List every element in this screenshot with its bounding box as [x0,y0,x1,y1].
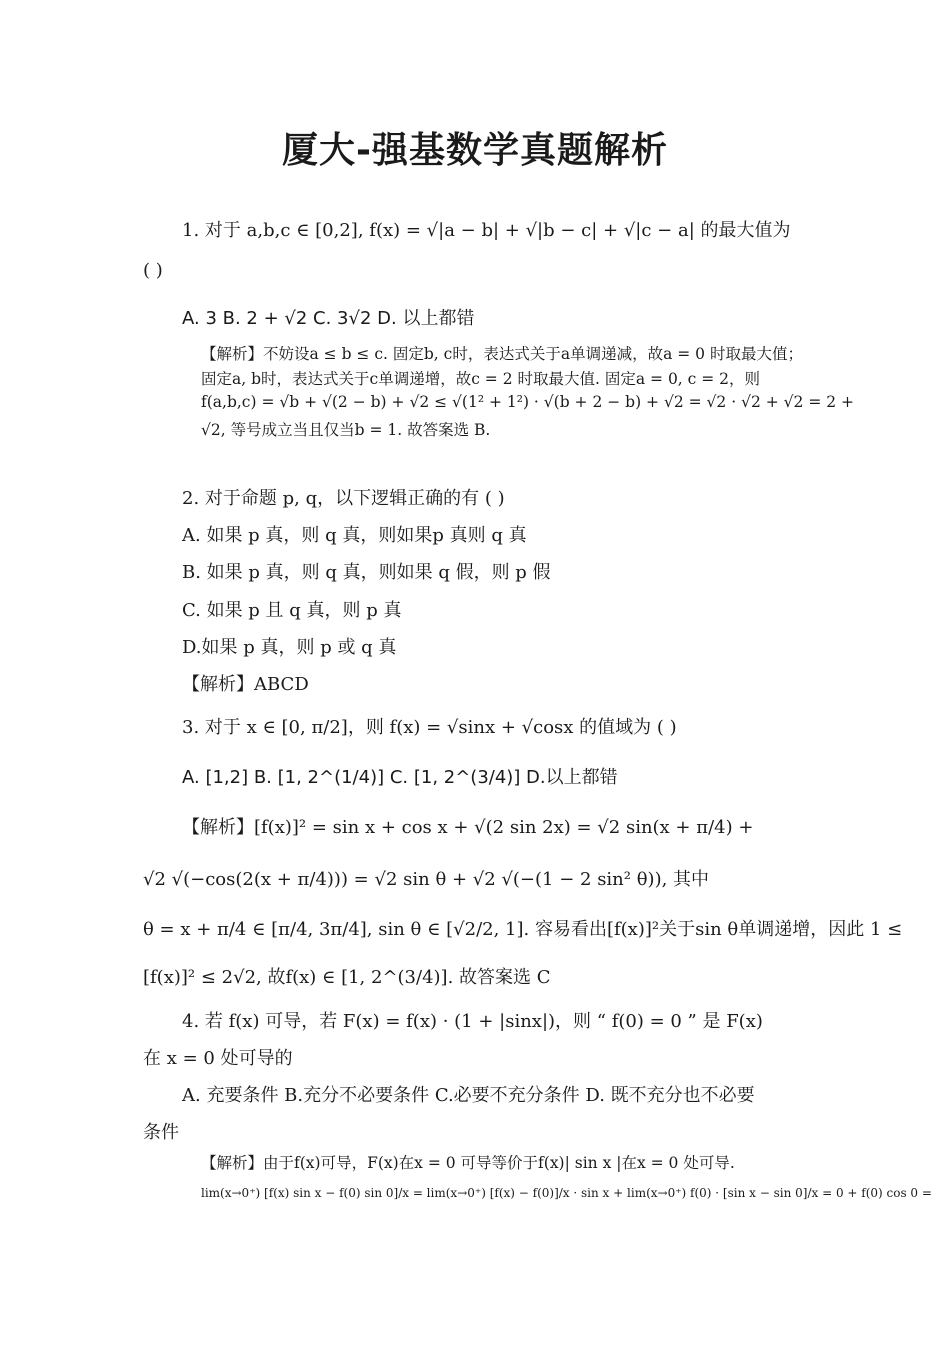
q4-options-line: A. 充要条件 B.充分不必要条件 C.必要不充分条件 D. 既不充分也不必要 [182,1085,755,1106]
q1-solution-line: √2, 等号成立当且仅当b = 1. 故答案选 B. [201,421,491,439]
page-title: 厦大-强基数学真题解析 [282,130,668,171]
q4-solution-line: lim(x→0⁺) [f(x) sin x − f(0) sin 0]/x = lim(x→0⁺) [f(x) − f(0)]/x · sin x + lim(x→0⁺) f(0) · [sin x − sin 0]/x = 0 + f(0) cos 0 = [201,1186,932,1200]
q2-stem: 2. 对于命题 p, q，以下逻辑正确的有 ( ) [182,488,505,509]
q4-solution-line: 【解析】由于f(x)可导，F(x)在x = 0 可导等价于f(x)| sin x |在x = 0 处可导. [201,1154,735,1172]
q3-options: A. [1,2] B. [1, 2^(1/4)] C. [1, 2^(3/4)] D.以上都错 [182,767,618,788]
q1-solution-line: f(a,b,c) = √b + √(2 − b) + √2 ≤ √(1² + 1²) · √(b + 2 − b) + √2 = √2 · √2 + √2 = 2 + [201,393,855,411]
q4-options-line: 条件 [143,1122,179,1143]
q2-option: D.如果 p 真，则 p 或 q 真 [182,637,397,658]
q3-solution-line: θ = x + π/4 ∈ [π/4, 3π/4], sin θ ∈ [√2/2, 1]. 容易看出[f(x)]²关于sin θ单调递增，因此 1 ≤ [143,919,903,940]
q3-solution-line: [f(x)]² ≤ 2√2, 故f(x) ∈ [1, 2^(3/4)]. 故答案选 C [143,967,551,988]
q3-stem: 3. 对于 x ∈ [0, π/2]，则 f(x) = √sinx + √cosx 的值域为 ( ) [182,717,677,738]
q2-solution: 【解析】ABCD [182,674,309,695]
q4-stem-line: 4. 若 f(x) 可导，若 F(x) = f(x) · (1 + |sinx|)，则 “ f(0) = 0 ” 是 F(x) [182,1011,763,1032]
q1-solution-line: 固定a, b时，表达式关于c单调递增，故c = 2 时取最大值. 固定a = 0, c = 2，则 [201,370,761,388]
q3-solution-line: 【解析】[f(x)]² = sin x + cos x + √(2 sin 2x) = √2 sin(x + π/4) + [182,817,754,838]
q1-solution-line: 【解析】不妨设a ≤ b ≤ c. 固定b, c时，表达式关于a单调递减，故a = 0 时取最大值； [201,345,803,363]
q1-stem: 1. 对于 a,b,c ∈ [0,2], f(x) = √|a − b| + √|b − c| + √|c − a| 的最大值为 [182,220,791,241]
q3-solution-line: √2 √(−cos(2(x + π/4))) = √2 sin θ + √2 √(−(1 − 2 sin² θ)), 其中 [143,869,710,890]
q1-options: A. 3 B. 2 + √2 C. 3√2 D. 以上都错 [182,308,475,329]
q2-option: C. 如果 p 且 q 真，则 p 真 [182,600,402,621]
q4-stem-line: 在 x = 0 处可导的 [143,1048,293,1069]
q2-option: A. 如果 p 真，则 q 真，则如果p 真则 q 真 [182,525,527,546]
q2-option: B. 如果 p 真，则 q 真，则如果 q 假，则 p 假 [182,562,551,583]
q1-paren: ( ) [143,260,163,281]
